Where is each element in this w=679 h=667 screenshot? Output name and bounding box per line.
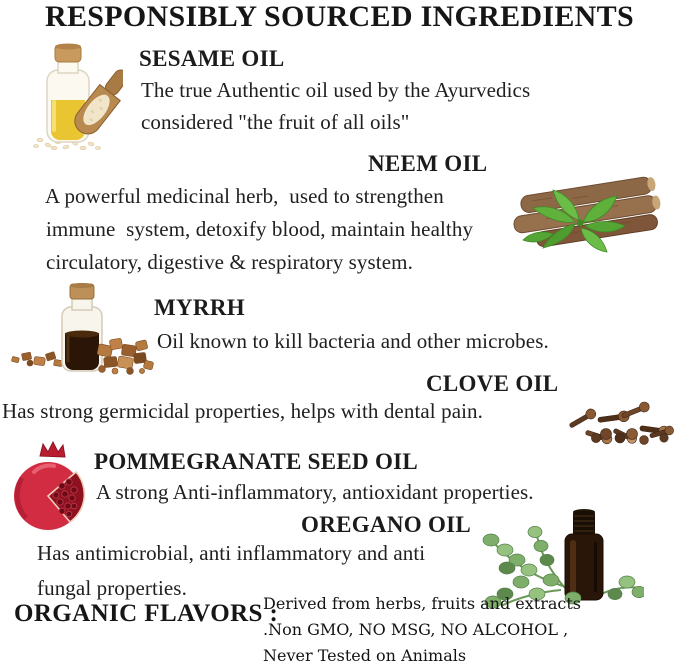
oregano-photo — [477, 502, 644, 608]
cloves-photo — [556, 380, 678, 448]
clove-pile — [568, 401, 675, 446]
clove-text-line: Has strong germicidal properties, helps with dental pain. — [2, 399, 483, 423]
neem-text-line: A powerful medicinal herb, used to strengthen — [45, 184, 444, 208]
neem-photo — [505, 152, 675, 267]
pomegranate-photo — [10, 440, 88, 537]
sesame-heading: SESAME OIL — [139, 46, 285, 71]
amber-bottle — [565, 509, 603, 600]
organic-flavors-heading: ORGANIC FLAVORS : — [14, 600, 279, 627]
sesame-text-line: considered "the fruit of all oils" — [141, 110, 410, 134]
myrrh-text-line: Oil known to kill bacteria and other microbes. — [157, 329, 549, 353]
page-title: RESPONSIBLY SOURCED INGREDIENTS — [45, 0, 634, 33]
myrrh-photo — [10, 283, 155, 378]
myrrh-resin-left — [11, 352, 62, 367]
sesame-text-line: The true Authentic oil used by the Ayurvedics — [141, 78, 531, 102]
oregano-text-line: fungal properties. — [37, 576, 187, 600]
myrrh-heading: MYRRH — [154, 295, 245, 320]
organic-flavors-line: Derived from herbs, fruits and extracts — [263, 594, 582, 613]
oregano-text-line: Has antimicrobial, anti inflammatory and anti — [37, 541, 426, 565]
pomegranate-illustration — [10, 440, 88, 537]
neem-text-line: immune system, detoxify blood, maintain healthy — [46, 217, 474, 241]
clove-heading: CLOVE OIL — [426, 371, 559, 396]
oregano-heading: OREGANO OIL — [301, 512, 472, 537]
organic-flavors-line: Never Tested on Animals — [263, 646, 467, 665]
neem-heading: NEEM OIL — [368, 151, 488, 176]
pomegranate-crown — [40, 442, 65, 457]
neem-illustration — [505, 152, 675, 267]
organic-flavors-line: .Non GMO, NO MSG, NO ALCOHOL , — [263, 620, 569, 639]
myrrh-bottle — [62, 283, 102, 371]
pomegranate-heading: POMMEGRANATE SEED OIL — [94, 449, 419, 474]
sesame-oil-illustration — [28, 42, 123, 152]
cloves-illustration — [556, 380, 678, 448]
myrrh-illustration — [10, 283, 155, 378]
oregano-illustration — [477, 502, 644, 608]
sesame-oil-photo — [28, 42, 123, 152]
neem-text-line: circulatory, digestive & respiratory system. — [46, 250, 413, 274]
pomegranate-text-line: A strong Anti-inflammatory, antioxidant properties. — [96, 480, 534, 504]
myrrh-resin-right — [97, 338, 154, 374]
